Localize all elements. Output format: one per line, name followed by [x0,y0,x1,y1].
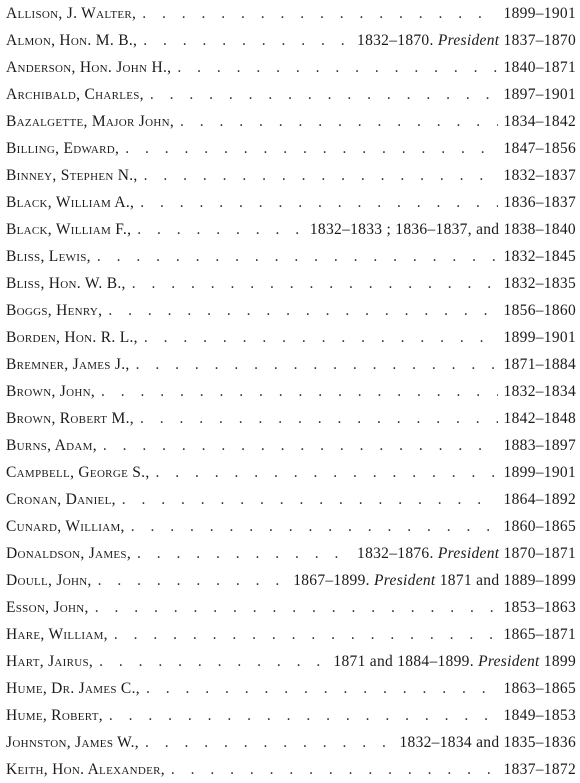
dot-leader [137,216,304,243]
member-name: Black, William F., [6,221,132,238]
service-years [504,324,576,351]
service-years [504,54,576,81]
member-name: Hume, Robert, [6,707,103,724]
member-years: 1832–1870. [357,32,434,49]
member-name: Doull, John, [6,572,92,589]
list-item [6,486,576,513]
service-years [504,297,576,324]
list-item [6,270,576,297]
list-item [6,135,576,162]
member-years: 1883–1897 [503,437,576,454]
list-item [6,567,576,594]
dot-leader [125,135,497,162]
service-years [357,540,576,567]
dot-leader [132,270,498,297]
member-name: Cronan, Daniel, [6,491,116,508]
member-name: Campbell, George S., [6,464,150,481]
member-name: Black, William A., [6,194,135,211]
member-name: Bremner, James J., [6,356,130,373]
member-years: 1899–1901 [503,329,576,346]
dot-leader [136,351,498,378]
dot-leader [180,108,498,135]
member-years: 1842–1848 [503,410,576,427]
member-name: Almon, Hon. M. B., [6,32,138,49]
member-name: Billing, Edward, [6,140,120,157]
member-name: Allison, J. Walter, [6,5,137,22]
member-years: 1836–1837 [503,194,576,211]
list-item [6,756,576,783]
list-item [6,27,576,54]
list-item [6,459,576,486]
member-name: Borden, Hon. R. L., [6,329,138,346]
dot-leader [101,378,498,405]
member-years: 1864–1892 [503,491,576,508]
list-item [6,729,576,756]
service-years [504,378,576,405]
member-name: Hare, William, [6,626,108,643]
service-years [504,405,576,432]
dot-leader [95,594,498,621]
member-years: 1840–1871 [503,59,576,76]
member-years: 1832–1837 [503,167,576,184]
list-item [6,189,576,216]
dot-leader [150,81,498,108]
dot-leader [144,324,498,351]
service-years [504,675,576,702]
dot-leader [103,432,498,459]
list-item [6,540,576,567]
member-years: 1899–1901 [503,5,576,22]
service-years [504,486,576,513]
list-item [6,432,576,459]
list-item [6,675,576,702]
service-years [504,459,576,486]
dot-leader [145,729,393,756]
member-name: Bliss, Lewis, [6,248,91,265]
member-name: Archibald, Charles, [6,86,144,103]
list-item [6,702,576,729]
member-name: Hart, Jairus, [6,653,94,670]
service-years [357,27,576,54]
service-years [504,702,576,729]
service-years [504,243,576,270]
president-years: 1899 [543,653,576,670]
dot-leader [146,675,498,702]
dot-leader [144,162,498,189]
dot-leader [99,648,327,675]
list-item [6,297,576,324]
list-item [6,378,576,405]
service-years [504,81,576,108]
service-years [293,567,576,594]
member-years: 1832–1876. [357,545,434,562]
service-years [399,729,576,756]
member-name: Brown, John, [6,383,96,400]
list-item [6,108,576,135]
service-years [333,648,576,675]
member-name: Esson, John, [6,599,89,616]
member-name: Binney, Stephen N., [6,167,138,184]
member-years: 1860–1865 [503,518,576,535]
president-label: President [437,32,500,49]
dot-leader [143,27,351,54]
member-name: Hume, Dr. James C., [6,680,140,697]
service-years [504,162,576,189]
list-item [6,216,576,243]
list-item [6,648,576,675]
member-years: 1867–1899. [293,572,370,589]
service-years [504,108,576,135]
dot-leader [140,405,498,432]
member-name: Cunard, William, [6,518,125,535]
service-years [504,756,576,783]
member-years: 1899–1901 [503,464,576,481]
president-years: 1870–1871 [503,545,576,562]
list-item [6,0,576,27]
president-label: President [478,653,540,670]
president-label: President [437,545,500,562]
president-label: President [374,572,436,589]
member-years: 1832–1835 [503,275,576,292]
member-years: 1863–1865 [503,680,576,697]
dot-leader [140,189,497,216]
member-name: Keith, Hon. Alexander, [6,761,165,778]
dot-leader [137,540,351,567]
member-years: 1834–1842 [503,113,576,130]
member-years: 1849–1853 [503,707,576,724]
list-item [6,405,576,432]
member-name: Burns, Adam, [6,437,97,454]
member-years: 1856–1860 [503,302,576,319]
service-years [504,432,576,459]
service-years [504,270,576,297]
dot-leader [156,459,498,486]
list-item [6,324,576,351]
service-years [504,189,576,216]
dot-leader [108,297,497,324]
member-name: Anderson, Hon. John H., [6,59,172,76]
member-years: 1865–1871 [503,626,576,643]
list-item [6,81,576,108]
service-years [310,216,576,243]
dot-leader [109,702,498,729]
service-years [504,0,576,27]
member-years: 1871 and 1884–1899. [333,653,474,670]
service-years [504,621,576,648]
member-years: 1897–1901 [503,86,576,103]
member-name: Johnston, James W., [6,734,139,751]
member-name: Donaldson, James, [6,545,132,562]
dot-leader [97,243,498,270]
dot-leader [171,756,498,783]
member-years: 1847–1856 [503,140,576,157]
member-years: 1853–1863 [503,599,576,616]
list-item [6,513,576,540]
member-years: 1837–1872 [503,761,576,778]
service-years [504,513,576,540]
service-years [504,135,576,162]
member-name: Brown, Robert M., [6,410,134,427]
member-name: Boggs, Henry, [6,302,103,319]
dot-leader [177,54,497,81]
dot-leader [98,567,288,594]
dot-leader [142,0,497,27]
service-years [504,594,576,621]
list-item [6,351,576,378]
dot-leader [131,513,498,540]
list-item [6,594,576,621]
service-years [504,351,576,378]
member-years: 1832–1845 [503,248,576,265]
dot-leader [114,621,498,648]
member-name: Bliss, Hon. W. B., [6,275,126,292]
president-years: 1837–1870 [503,32,576,49]
dot-leader [122,486,498,513]
list-item [6,54,576,81]
member-name: Bazalgette, Major John, [6,113,175,130]
list-item [6,243,576,270]
member-years: 1832–1834 [503,383,576,400]
list-item [6,621,576,648]
member-years: 1832–1834 and 1835–1836 [399,734,576,751]
member-years: 1832–1833 ; 1836–1837, and 1838–1840 [309,221,576,238]
president-years: 1871 and 1889–1899 [439,572,576,589]
member-years: 1871–1884 [503,356,576,373]
list-item [6,162,576,189]
